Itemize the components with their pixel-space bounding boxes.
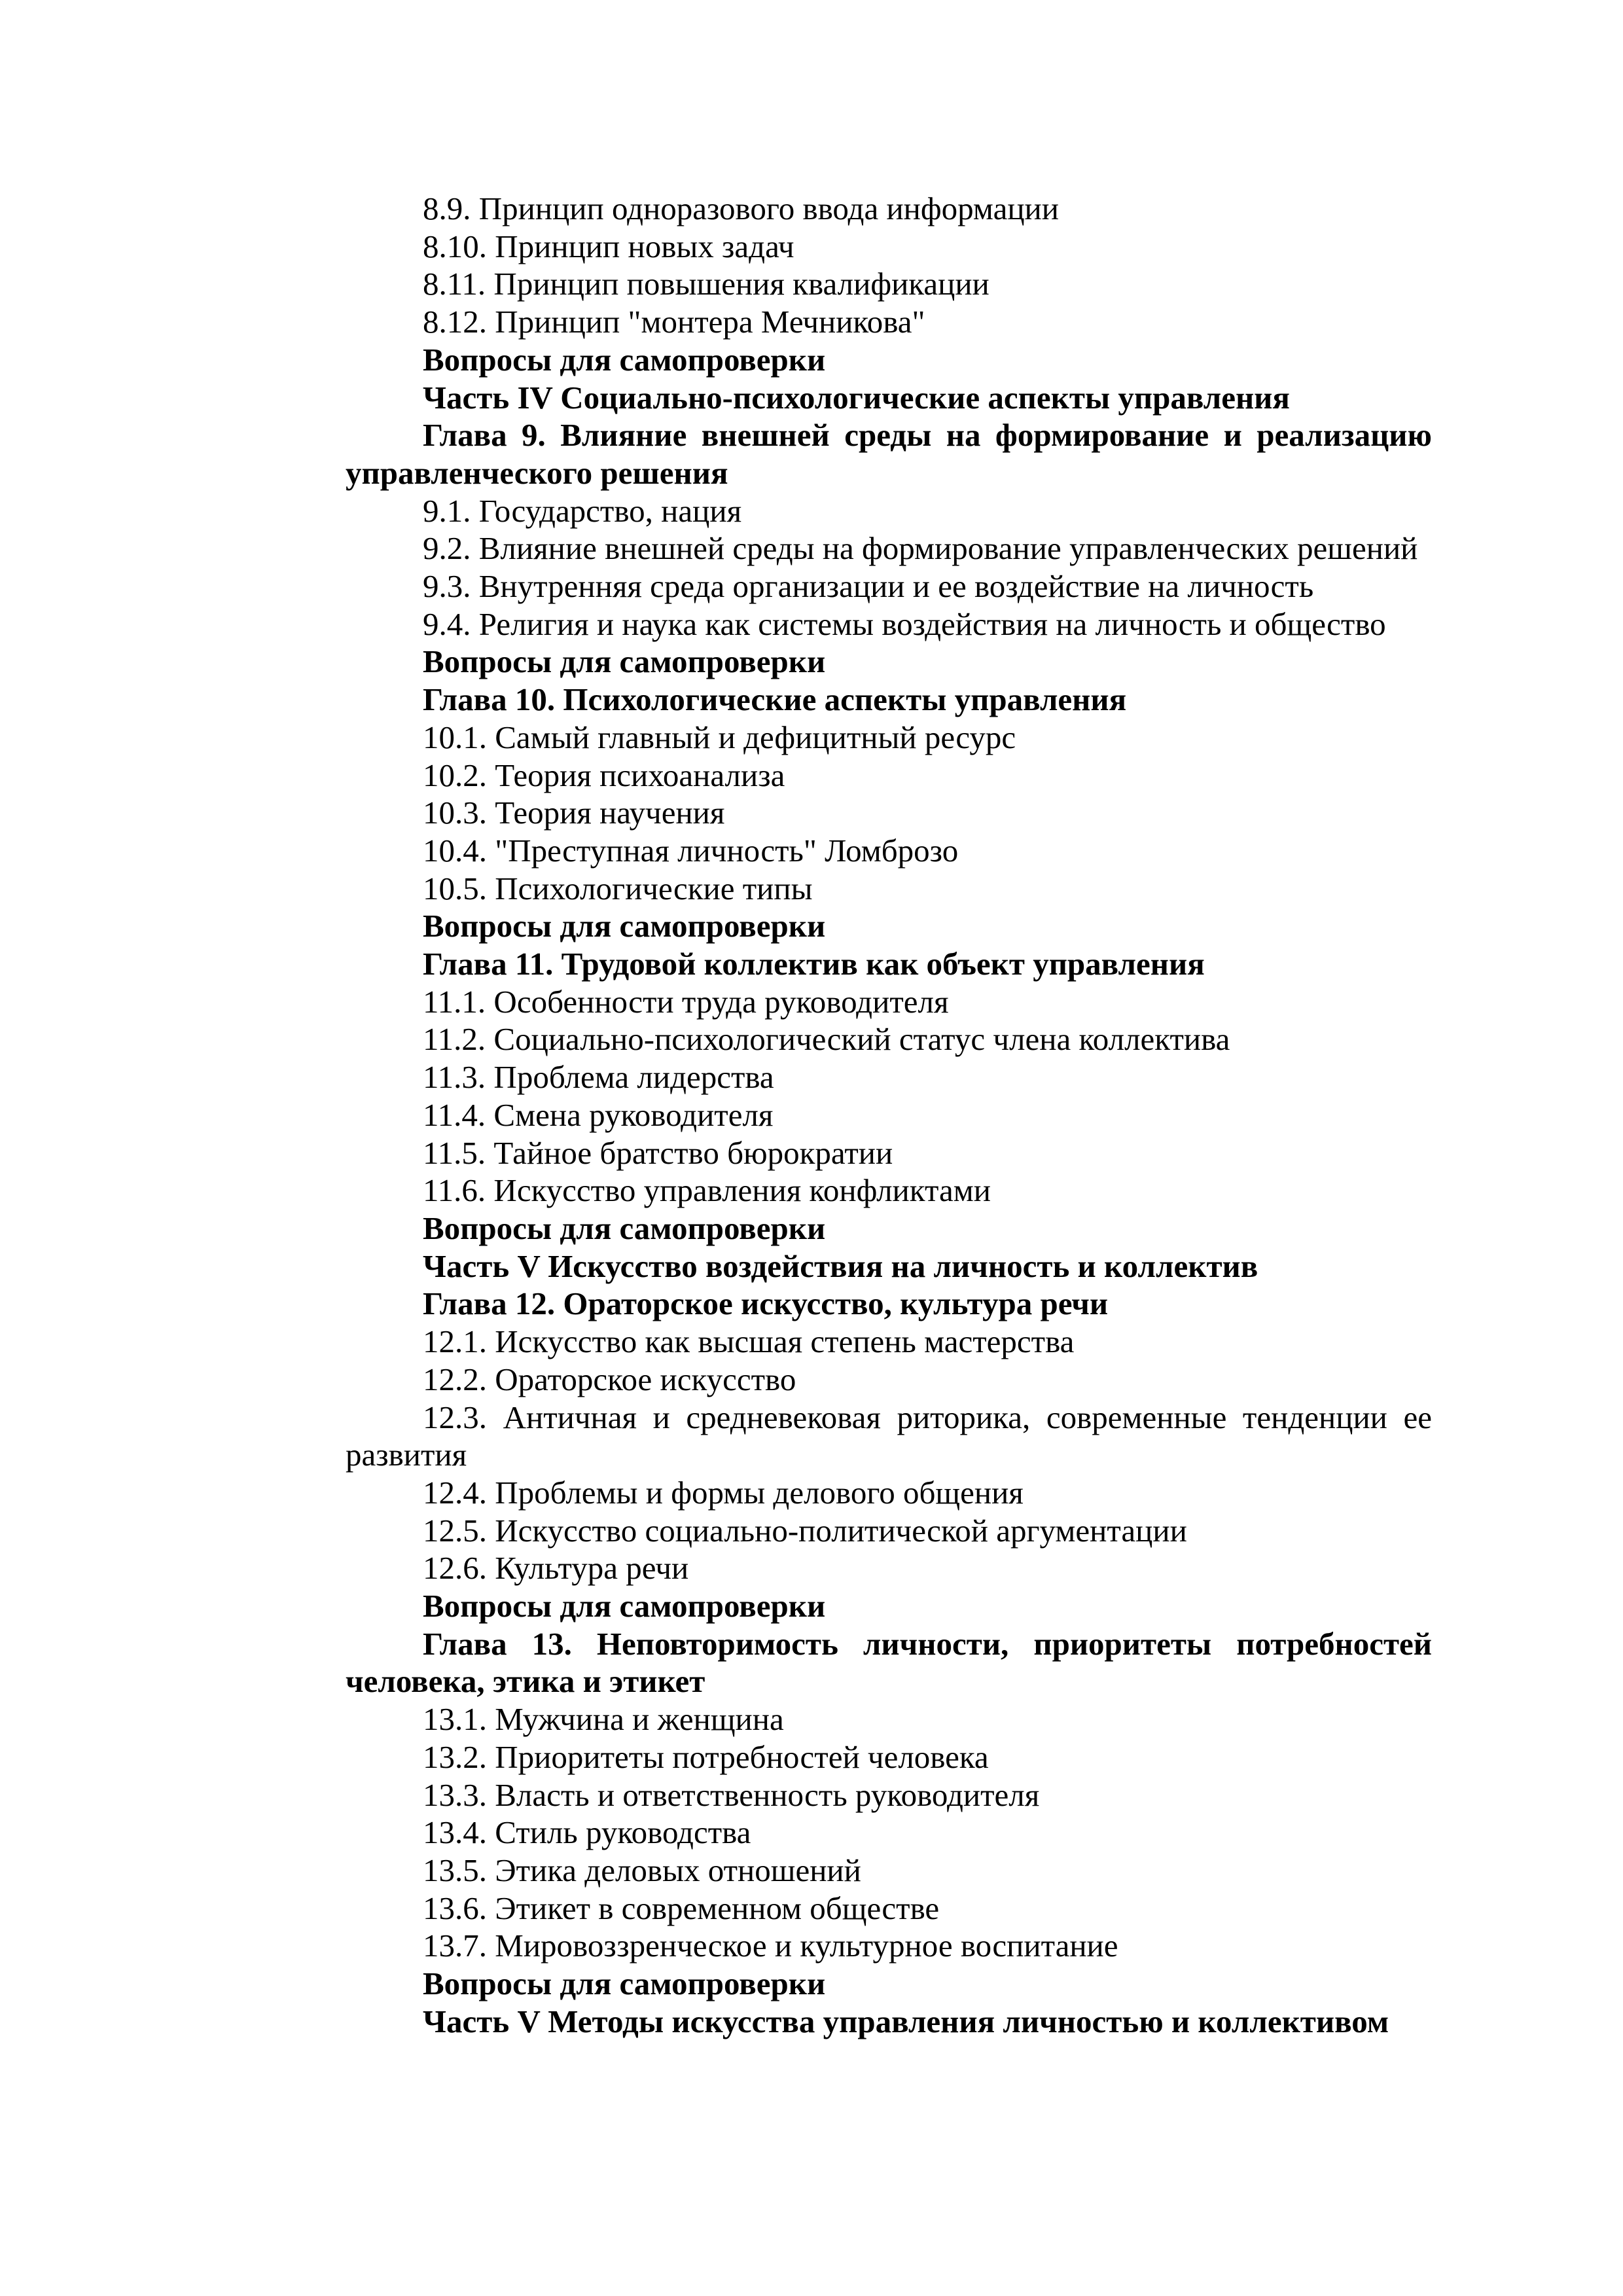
toc-heading: Глава 11. Трудовой коллектив как объект управления xyxy=(423,946,1205,982)
toc-entry: 9.1. Государство, нация xyxy=(423,492,742,529)
toc-entry: 8.11. Принцип повышения квалификации xyxy=(423,266,990,302)
document-page xyxy=(346,190,1432,2040)
toc-entry: 13.2. Приоритеты потребностей человека xyxy=(423,1738,989,1775)
toc-entry: 13.3. Власть и ответственность руководителя xyxy=(423,1776,1040,1813)
toc-entry: 12.4. Проблемы и формы делового общения xyxy=(423,1474,1024,1511)
toc-entry: 10.2. Теория психоанализа xyxy=(423,757,785,793)
toc-entry: 9.2. Влияние внешней среды на формирование управленческих решений xyxy=(423,530,1418,567)
table-of-contents xyxy=(346,190,1432,2040)
toc-heading: Вопросы для самопроверки xyxy=(423,1210,826,1246)
toc-heading: Вопросы для самопроверки xyxy=(423,643,826,680)
toc-entry: 9.4. Религия и наука как системы воздействия на личность и общество xyxy=(423,605,1386,642)
toc-entry: 13.1. Мужчина и женщина xyxy=(423,1701,784,1738)
toc-entry: 12.1. Искусство как высшая степень мастерства xyxy=(423,1323,1075,1360)
toc-entry: 12.6. Культура речи xyxy=(423,1550,689,1587)
toc-entry: 12.2. Ораторское искусство xyxy=(423,1361,796,1397)
toc-entry: 10.4. "Преступная личность" Ломброзо xyxy=(423,832,959,869)
toc-entry: 8.9. Принцип одноразового ввода информации xyxy=(423,190,1059,226)
toc-heading: Часть IV Социально-психологические аспекты управления xyxy=(423,379,1290,416)
toc-entry: 11.4. Смена руководителя xyxy=(423,1096,774,1133)
toc-entry: 11.5. Тайное братство бюрократии xyxy=(423,1134,893,1171)
toc-heading: Глава 12. Ораторское искусство, культура речи xyxy=(423,1285,1109,1322)
toc-entry: 12.5. Искусство социально-политической аргументации xyxy=(423,1512,1187,1549)
toc-entry: 11.2. Социально-психологический статус члена коллектива xyxy=(423,1021,1230,1058)
toc-heading: Глава 13. Неповторимость личности, приоритеты потребностей человека, этика и этикет xyxy=(346,1625,1432,1700)
toc-entry: 13.7. Мировоззренческое и культурное воспитание xyxy=(423,1928,1118,1964)
toc-entry: 10.3. Теория научения xyxy=(423,795,725,831)
toc-heading: Глава 10. Психологические аспекты управления xyxy=(423,681,1127,718)
toc-entry: 10.5. Психологические типы xyxy=(423,870,813,906)
toc-entry: 11.1. Особенности труда руководителя xyxy=(423,983,949,1020)
toc-entry: 13.5. Этика деловых отношений xyxy=(423,1852,861,1888)
toc-entry: 11.3. Проблема лидерства xyxy=(423,1059,774,1096)
toc-entry: 10.1. Самый главный и дефицитный ресурс xyxy=(423,719,1016,755)
toc-heading: Глава 9. Влияние внешней среды на формирование и реализацию управленческого решения xyxy=(346,417,1432,491)
toc-heading: Вопросы для самопроверки xyxy=(423,341,826,378)
toc-entry: 9.3. Внутренняя среда организации и ее воздействие на личность xyxy=(423,568,1314,605)
toc-heading: Часть V Методы искусства управления личностью и коллективом xyxy=(423,2003,1389,2039)
toc-heading: Часть V Искусство воздействия на личность и коллектив xyxy=(423,1247,1258,1284)
toc-heading: Вопросы для самопроверки xyxy=(423,1965,826,2002)
toc-entry: 12.3. Античная и средневековая риторика, современные тенденции ее развития xyxy=(346,1399,1432,1473)
toc-entry: 13.6. Этикет в современном обществе xyxy=(423,1890,940,1926)
toc-entry: 13.4. Стиль руководства xyxy=(423,1814,751,1851)
toc-heading: Вопросы для самопроверки xyxy=(423,1588,826,1624)
toc-entry: 8.10. Принцип новых задач xyxy=(423,228,794,264)
toc-entry: 8.12. Принцип "монтера Мечникова" xyxy=(423,304,925,340)
toc-entry: 11.6. Искусство управления конфликтами xyxy=(423,1172,991,1209)
toc-heading: Вопросы для самопроверки xyxy=(423,908,826,944)
